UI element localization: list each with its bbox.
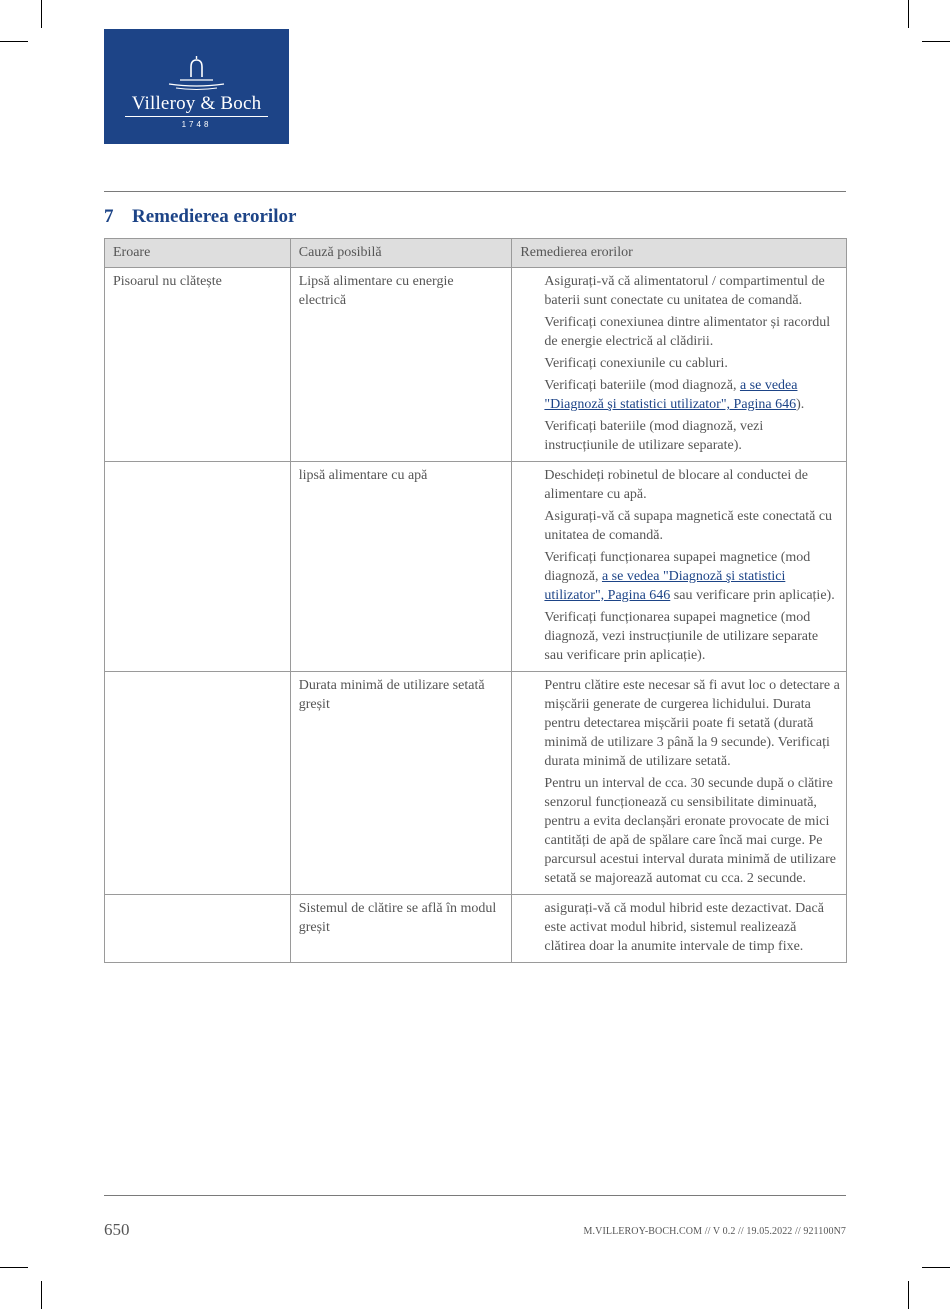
crop-mark <box>0 1267 28 1268</box>
remedy-text: Verificați bateriile (mod diagnoză, <box>544 378 740 393</box>
logo-divider <box>125 116 268 117</box>
remedy-step: Verificați bateriile (mod diagnoză, vezi instrucțiunile de utilizare separate). <box>544 419 764 453</box>
remedy-step: Pentru un interval de cca. 30 secunde după o clătire senzorul funcționează cu sensibilitate diminuată, pentru a evita declanșări eronate provocate de mici cantități de apă de spălare care încă mai curge. Pe parcursul acestui interval durata minimă de utilizare setată se majorează automat cu cca. 2 secunde. <box>544 776 836 886</box>
remedy-step <box>544 548 840 605</box>
remedy-text: ). <box>796 397 805 412</box>
logo-brand-text: Villeroy & Boch <box>131 93 262 114</box>
troubleshooting-table <box>104 238 847 963</box>
remedy-step: asigurați-vă că modul hibrid este dezactivat. Dacă este activat modul hibrid, sistemul realizează clătirea doar la anumite intervale de timp fixe. <box>544 901 824 954</box>
page-number: 650 <box>104 1220 130 1239</box>
logo-year: 1748 <box>181 120 212 129</box>
cross-reference-link[interactable]: a se vedea "Diagnoză şi statistici utilizator", Pagina 646 <box>544 569 786 603</box>
error-cell <box>105 672 291 895</box>
arch-emblem-icon <box>166 55 227 91</box>
section-title: Remedierea erorilor <box>132 206 297 227</box>
crop-mark <box>0 41 28 42</box>
remedy-text: sau verificare prin aplicație). <box>670 588 835 603</box>
table-row <box>105 462 847 672</box>
remedy-step: Pentru clătire este necesar să fi avut loc o detectare a mișcării generate de curgerea lichidului. Durata pentru detectarea mișcării poate fi setată (durată minimă de utilizare 3 până la 9 secunde). Verificați durata minimă de utilizare setată. <box>544 678 840 769</box>
remedy-step: Verificați conexiunea dintre alimentator și racordul de energie electrică al clădirii. <box>544 315 831 349</box>
section-number: 7 <box>104 206 114 227</box>
column-header-remedy: Remedierea erorilor <box>512 239 847 268</box>
remedy-step: Verificați funcționarea supapei magnetice (mod diagnoză, vezi instrucțiunile de utilizare separate sau verificare prin aplicație). <box>544 610 819 663</box>
cause-cell: Lipsă alimentare cu energie electrică <box>290 268 512 462</box>
table-row <box>105 895 847 963</box>
table-row <box>105 672 847 895</box>
column-header-cause: Cauză posibilă <box>290 239 512 268</box>
remedy-step: Asigurați-vă că alimentatorul / compartimentul de baterii sunt conectate cu unitatea de comandă. <box>544 274 825 308</box>
cause-cell: Sistemul de clătire se află în modul greșit <box>290 895 512 963</box>
remedy-step <box>544 376 840 414</box>
remedy-step: Deschideți robinetul de blocare al conductei de alimentare cu apă. <box>544 468 808 502</box>
table-header-row <box>105 239 847 268</box>
cause-cell: lipsă alimentare cu apă <box>290 462 512 672</box>
table-row <box>105 268 847 462</box>
crop-mark <box>922 1267 950 1268</box>
section-heading <box>104 206 296 228</box>
footer-meta: M.VILLEROY-BOCH.COM // V 0.2 // 19.05.2022 // 921100N7 <box>583 1226 846 1237</box>
crop-mark <box>908 0 909 28</box>
remedy-cell <box>512 268 847 462</box>
remedy-cell <box>512 672 847 895</box>
error-cell: Pisoarul nu clătește <box>105 268 291 462</box>
error-cell <box>105 462 291 672</box>
cause-cell: Durata minimă de utilizare setată greșit <box>290 672 512 895</box>
brand-logo <box>104 29 289 144</box>
remedy-cell <box>512 462 847 672</box>
column-header-error: Eroare <box>105 239 291 268</box>
crop-mark <box>41 0 42 28</box>
remedy-step: Verificați conexiunile cu cabluri. <box>544 356 728 371</box>
header-rule <box>104 191 846 192</box>
crop-mark <box>922 41 950 42</box>
error-cell <box>105 895 291 963</box>
crop-mark <box>41 1281 42 1309</box>
cross-reference-link[interactable]: a se vedea "Diagnoză şi statistici utilizator", Pagina 646 <box>544 378 798 412</box>
remedy-text: Verificați funcționarea supapei magnetice (mod diagnoză, <box>544 550 811 584</box>
remedy-step: Asigurați-vă că supapa magnetică este conectată cu unitatea de comandă. <box>544 509 833 543</box>
remedy-cell <box>512 895 847 963</box>
footer-rule <box>104 1195 846 1196</box>
crop-mark <box>908 1281 909 1309</box>
